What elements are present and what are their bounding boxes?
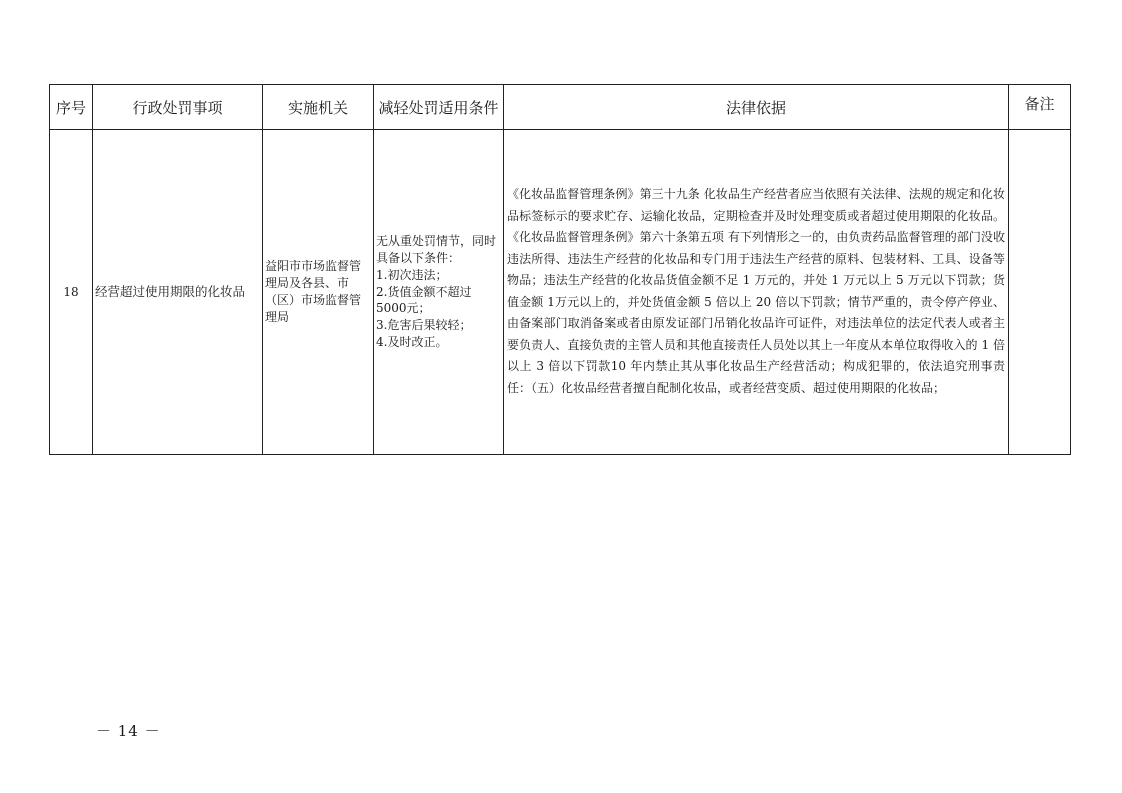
table-row xyxy=(50,130,1071,455)
cell-remarks xyxy=(1009,130,1071,455)
cell-item: 经营超过使用期限的化妆品 xyxy=(93,130,263,455)
condition-line: 3.危害后果较轻； xyxy=(376,318,472,333)
cell-conditions xyxy=(374,130,504,455)
cell-legal-basis xyxy=(504,130,1009,455)
condition-line: 1.初次违法； xyxy=(376,267,448,282)
header-no: 序号 xyxy=(50,85,93,130)
header-item: 行政处罚事项 xyxy=(93,85,263,130)
header-legal-basis: 法律依据 xyxy=(504,85,1009,130)
header-conditions: 减轻处罚适用条件 xyxy=(374,85,504,130)
page-number: － 14 － xyxy=(96,722,161,740)
header-remarks: 备注 xyxy=(1009,85,1071,130)
condition-line: 无从重处罚情节，同时具备以下条件： xyxy=(376,234,497,265)
penalty-table xyxy=(49,84,1071,455)
table-header-row xyxy=(50,85,1071,130)
condition-line: 2.货值金额不超过5000元； xyxy=(376,284,472,316)
legal-basis-text: 《化妆品监督管理条例》第三十九条 化妆品生产经营者应当依照有关法律、法规的规定和化妆品标签标示的要求贮存、运输化妆品，定期检查并及时处理变质或者超过使用期限的化妆品。《化妆品监督管理条例》第六十条第五项 有下列情形之一的，由负责药品监督管理的部门没收违法所得、违法生产经营的化妆品和专门用于违法生产经营的原料、包装材料、工具、设备等物品；违法生产经营的化妆品货值金额不足 1 万元的，并处 1 万元以上 5 万元以下罚款；货值金额 1万元以上的，并处货值金额 5 倍以上 20 倍以下罚款；情节严重的，责令停产停业、由备案部门取消备案或者由原发证部门吊销化妆品许可证件，对违法单位的法定代表人或者主要负责人、直接负责的主管人员和其他直接责任人员处以其上一年度从本单位取得收入的 1 倍以上 3 倍以下罚款10 年内禁止其从事化妆品生产经营活动；构成犯罪的，依法追究刑事责任：（五）化妆品经营者擅自配制化妆品，或者经营变质、超过使用期限的化妆品； xyxy=(507,187,1005,395)
header-agency: 实施机关 xyxy=(263,85,374,130)
cell-no: 18 xyxy=(50,130,93,455)
condition-line: 4.及时改正。 xyxy=(376,334,448,349)
cell-agency: 益阳市市场监督管理局及各县、市（区）市场监督管理局 xyxy=(263,130,374,455)
